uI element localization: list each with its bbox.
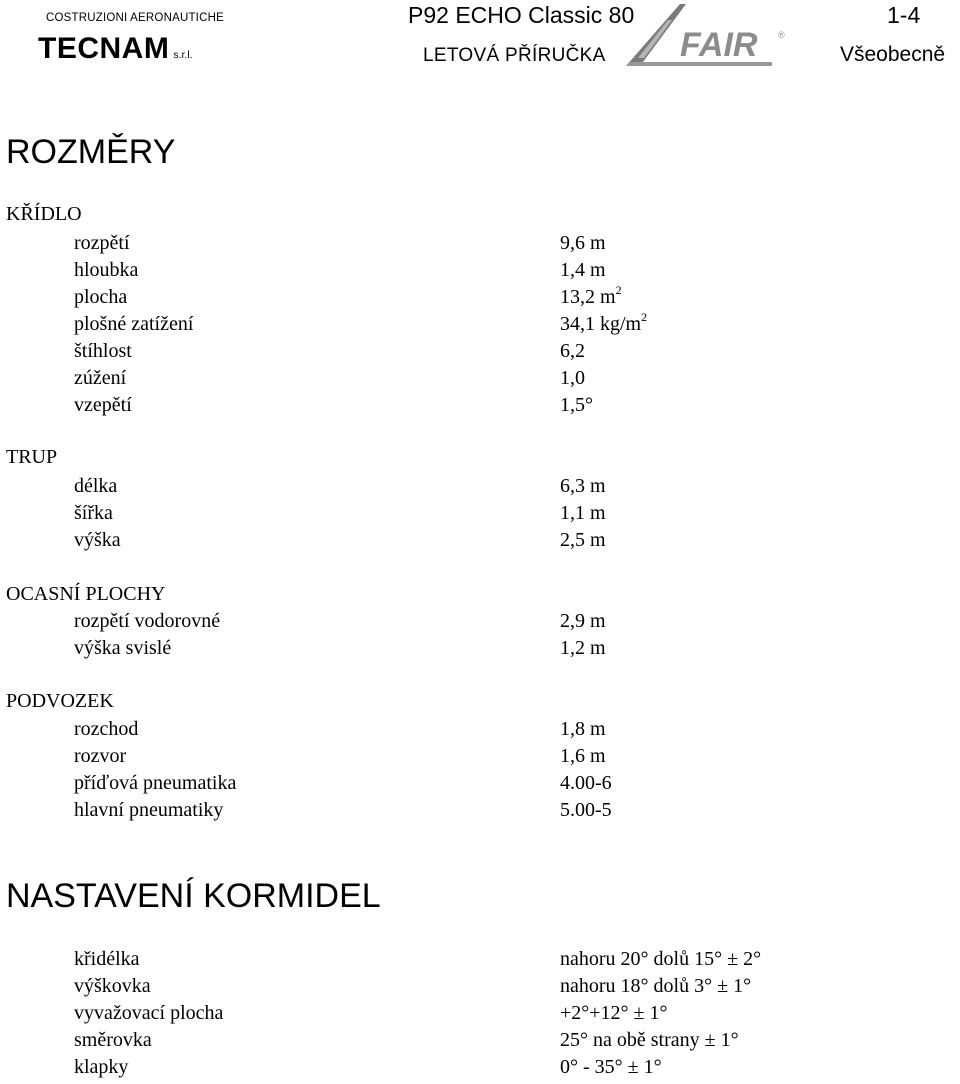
- spec-label: hloubka: [74, 259, 139, 281]
- spec-value: 6,3 m: [560, 475, 606, 497]
- spec-value: 1,4 m: [560, 259, 606, 281]
- group-heading: KŘÍDLO: [6, 203, 82, 225]
- spec-value: 1,0: [560, 367, 585, 389]
- spec-label: klapky: [74, 1056, 129, 1078]
- spec-value: nahoru 20° dolů 15° ± 2°: [560, 948, 762, 970]
- spec-value: 0° - 35° ± 1°: [560, 1056, 662, 1078]
- spec-label: plocha: [74, 286, 128, 308]
- spec-value: 1,1 m: [560, 502, 606, 524]
- brand-suffix: s.r.l.: [173, 49, 193, 61]
- spec-value: 1,6 m: [560, 745, 606, 767]
- group-heading: TRUP: [6, 446, 58, 468]
- spec-label: vzepětí: [74, 394, 132, 416]
- spec-value: 1,5°: [560, 394, 593, 416]
- spec-exponent: 2: [641, 310, 648, 324]
- spec-label: rozpětí: [74, 232, 130, 254]
- spec-value: 4.00-6: [560, 772, 612, 794]
- company-name: COSTRUZIONI AERONAUTICHE: [46, 12, 224, 24]
- logo-wing-outer: [626, 4, 686, 66]
- spec-value-with-exponent: [560, 283, 622, 309]
- fair-logo: [622, 0, 794, 70]
- spec-value: 1,8 m: [560, 718, 606, 740]
- spec-label: rozchod: [74, 718, 139, 740]
- spec-label: hlavní pneumatiky: [74, 799, 224, 821]
- spec-value: 6,2: [560, 340, 585, 362]
- spec-label: rozpětí vodorovné: [74, 610, 221, 632]
- spec-value: 25° na obě strany ± 1°: [560, 1029, 739, 1051]
- page-number: 1-4: [887, 2, 921, 28]
- spec-value: +2°+12° ± 1°: [560, 1002, 668, 1024]
- spec-label: rozvor: [74, 745, 127, 767]
- spec-label: příďová pneumatika: [74, 772, 237, 794]
- logo-text: FAIR: [680, 26, 758, 64]
- control-settings-title: NASTAVENÍ KORMIDEL: [6, 877, 381, 915]
- spec-label: směrovka: [74, 1029, 152, 1051]
- section-name: Všeobecně: [840, 43, 946, 66]
- group-heading: OCASNÍ PLOCHY: [6, 583, 166, 605]
- spec-label: plošné zatížení: [74, 313, 194, 335]
- spec-value: 34,1 kg/m: [560, 313, 642, 335]
- spec-label: délka: [74, 475, 118, 497]
- spec-label: výška: [74, 529, 121, 551]
- spec-value: 13,2 m: [560, 286, 616, 308]
- spec-label: šířka: [74, 502, 113, 524]
- document-title: P92 ECHO Classic 80: [408, 2, 635, 28]
- spec-label: štíhlost: [74, 340, 132, 362]
- spec-value: 1,2 m: [560, 637, 606, 659]
- spec-value-with-exponent: [560, 310, 648, 336]
- logo-registered-mark: ®: [778, 30, 785, 40]
- spec-label: vyvažovací plocha: [74, 1002, 224, 1024]
- spec-exponent: 2: [615, 283, 622, 297]
- logo-wing-inner: [638, 20, 672, 58]
- brand-logo-text: [38, 32, 193, 66]
- brand-name: TECNAM: [38, 32, 170, 65]
- spec-label: výškovka: [74, 975, 151, 997]
- spec-value: nahoru 18° dolů 3° ± 1°: [560, 975, 752, 997]
- document-subtitle: LETOVÁ PŘÍRUČKA: [423, 45, 606, 66]
- spec-label: zúžení: [74, 367, 127, 389]
- spec-label: křidélka: [74, 948, 140, 970]
- dimensions-title: ROZMĚRY: [6, 133, 176, 171]
- group-heading: PODVOZEK: [6, 690, 114, 712]
- spec-value: 5.00-5: [560, 799, 612, 821]
- spec-label: výška svislé: [74, 637, 172, 659]
- spec-value: 2,5 m: [560, 529, 606, 551]
- spec-value: 2,9 m: [560, 610, 606, 632]
- spec-value: 9,6 m: [560, 232, 606, 254]
